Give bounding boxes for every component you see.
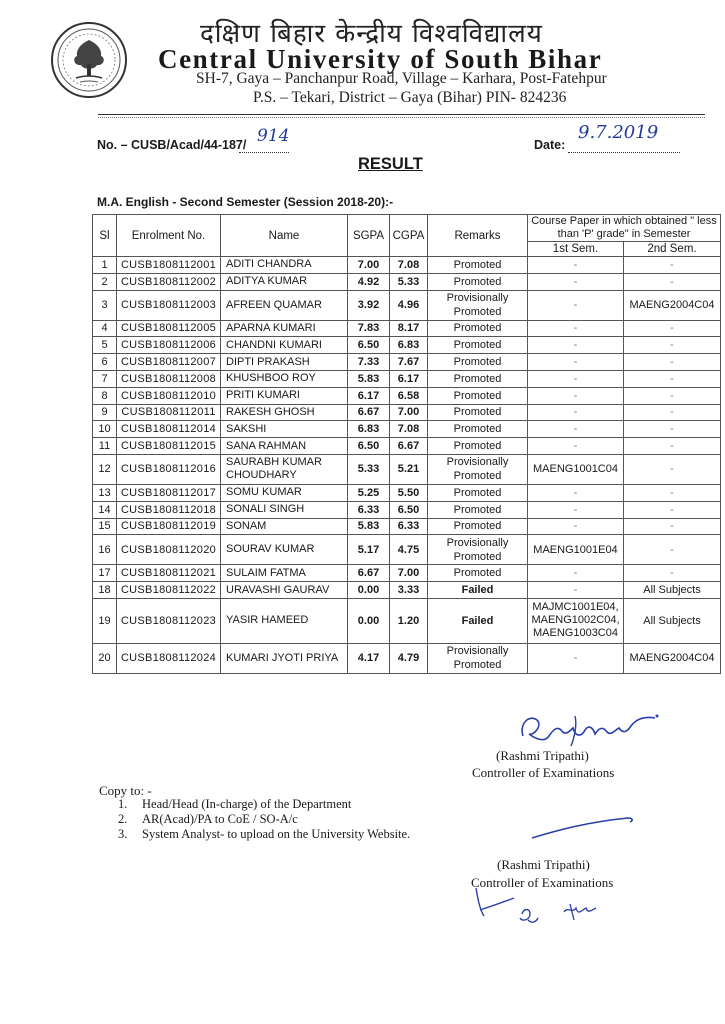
cell-sgpa: 0.00 [348, 598, 390, 643]
cell-enrolment: CUSB1808112023 [117, 598, 221, 643]
header-sem1: 1st Sem. [528, 242, 624, 257]
cell-sem1: MAENG1001C04 [528, 454, 624, 484]
cell-sem2: - [624, 370, 721, 387]
cell-cgpa: 4.79 [390, 643, 428, 673]
table-row [93, 404, 721, 421]
cell-sgpa: 7.83 [348, 320, 390, 337]
copy-to-label: Copy to: - [99, 783, 152, 798]
cell-remarks: Promoted [428, 257, 528, 274]
date-handwritten-value: 9.7.2019 [578, 122, 659, 143]
cell-cgpa: 7.67 [390, 354, 428, 371]
cell-name: SOMU KUMAR [221, 484, 348, 501]
program-heading: M.A. English - Second Semester (Session 2018-20):- [97, 195, 394, 209]
address-line-2: P.S. – Tekari, District – Gaya (Bihar) PIN- 824236 [253, 89, 567, 106]
cell-sem2: - [624, 354, 721, 371]
table-row [93, 354, 721, 371]
cell-sem2: - [624, 535, 721, 565]
cell-sgpa: 7.33 [348, 354, 390, 371]
table-row [93, 337, 721, 354]
table-row [93, 421, 721, 438]
cell-remarks: Promoted [428, 370, 528, 387]
copy-to-item-text: System Analyst- to upload on the University Website. [142, 827, 411, 841]
cell-name: SAURABH KUMAR CHOUDHARY [221, 454, 348, 484]
header-sgpa: SGPA [348, 215, 390, 257]
cell-sem2: - [624, 387, 721, 404]
cell-name: DIPTI PRAKASH [221, 354, 348, 371]
cell-sgpa: 0.00 [348, 582, 390, 599]
signatory-1-title: Controller of Examinations [472, 765, 615, 780]
copy-to-item [118, 827, 410, 842]
signature-rashmi-tripathi [515, 706, 665, 752]
header-remarks: Remarks [428, 215, 528, 257]
cell-enrolment: CUSB1808112015 [117, 438, 221, 455]
cell-enrolment: CUSB1808112014 [117, 421, 221, 438]
cell-sgpa: 6.50 [348, 337, 390, 354]
cell-sem1: - [528, 438, 624, 455]
cell-enrolment: CUSB1808112007 [117, 354, 221, 371]
cell-sem2: - [624, 273, 721, 290]
signature-stroke [528, 812, 638, 842]
cell-cgpa: 7.08 [390, 421, 428, 438]
document-title: RESULT [358, 155, 423, 173]
cell-sl: 10 [93, 421, 117, 438]
cell-sl: 15 [93, 518, 117, 535]
cell-name: YASIR HAMEED [221, 598, 348, 643]
cell-cgpa: 7.00 [390, 565, 428, 582]
cell-enrolment: CUSB1808112005 [117, 320, 221, 337]
cell-sem1: - [528, 370, 624, 387]
cell-sem1: - [528, 354, 624, 371]
cell-sgpa: 5.33 [348, 454, 390, 484]
cell-sem2: - [624, 421, 721, 438]
cell-remarks: Promoted [428, 273, 528, 290]
cell-sem1: - [528, 518, 624, 535]
cell-sl: 13 [93, 484, 117, 501]
cell-name: SONAM [221, 518, 348, 535]
table-row [93, 290, 721, 320]
cell-enrolment: CUSB1808112016 [117, 454, 221, 484]
cell-sl: 14 [93, 501, 117, 518]
cell-remarks: Promoted [428, 337, 528, 354]
cell-remarks: Promoted [428, 404, 528, 421]
cell-name: SAKSHI [221, 421, 348, 438]
cell-name: SULAIM FATMA [221, 565, 348, 582]
cell-sl: 4 [93, 320, 117, 337]
cell-enrolment: CUSB1808112008 [117, 370, 221, 387]
cell-sem1: MAJMC1001E04, MAENG1002C04, MAENG1003C04 [528, 598, 624, 643]
cell-name: ADITYA KUMAR [221, 273, 348, 290]
table-row [93, 387, 721, 404]
date-label: Date: [534, 138, 566, 152]
cell-cgpa: 6.33 [390, 518, 428, 535]
cell-remarks: Provisionally Promoted [428, 643, 528, 673]
cell-name: PRITI KUMARI [221, 387, 348, 404]
cell-enrolment: CUSB1808112001 [117, 257, 221, 274]
cell-cgpa: 1.20 [390, 598, 428, 643]
table-row [93, 320, 721, 337]
cell-enrolment: CUSB1808112011 [117, 404, 221, 421]
cell-name: CHANDNI KUMARI [221, 337, 348, 354]
cell-remarks: Provisionally Promoted [428, 290, 528, 320]
table-row [93, 484, 721, 501]
cell-sem2: All Subjects [624, 582, 721, 599]
cell-sem2: - [624, 320, 721, 337]
cell-sem2: All Subjects [624, 598, 721, 643]
initials-scribble [470, 880, 620, 930]
reference-handwritten-number: 914 [257, 126, 290, 146]
cell-remarks: Failed [428, 598, 528, 643]
cell-cgpa: 4.96 [390, 290, 428, 320]
cell-name: KUMARI JYOTI PRIYA [221, 643, 348, 673]
copy-to-item [118, 812, 410, 827]
reference-label: No. – CUSB/Acad/44-187/ [97, 138, 247, 152]
cell-sem1: - [528, 484, 624, 501]
cell-name: APARNA KUMARI [221, 320, 348, 337]
cell-sem2: - [624, 404, 721, 421]
cell-sgpa: 3.92 [348, 290, 390, 320]
cell-enrolment: CUSB1808112006 [117, 337, 221, 354]
cell-sem2: - [624, 454, 721, 484]
cell-sl: 5 [93, 337, 117, 354]
cell-name: SONALI SINGH [221, 501, 348, 518]
university-hindi-name: दक्षिण बिहार केन्द्रीय विश्वविद्यालय [200, 19, 543, 49]
cell-enrolment: CUSB1808112021 [117, 565, 221, 582]
copy-to-item [118, 797, 410, 812]
cell-remarks: Promoted [428, 438, 528, 455]
cell-cgpa: 6.58 [390, 387, 428, 404]
copy-to-item-text: Head/Head (In-charge) of the Department [142, 797, 352, 811]
cell-enrolment: CUSB1808112017 [117, 484, 221, 501]
cell-sl: 8 [93, 387, 117, 404]
cell-enrolment: CUSB1808112010 [117, 387, 221, 404]
copy-to-item-number: 2. [118, 812, 128, 826]
cell-sgpa: 6.50 [348, 438, 390, 455]
cell-sem1: - [528, 643, 624, 673]
cell-name: ADITI CHANDRA [221, 257, 348, 274]
cell-sgpa: 6.17 [348, 387, 390, 404]
cell-sem1: - [528, 337, 624, 354]
header-divider-dotted [98, 117, 705, 118]
cell-sgpa: 5.83 [348, 370, 390, 387]
cell-name: KHUSHBOO ROY [221, 370, 348, 387]
cell-sl: 2 [93, 273, 117, 290]
copy-to-item-number: 1. [118, 797, 128, 811]
cell-cgpa: 5.21 [390, 454, 428, 484]
university-seal-icon [50, 20, 128, 102]
cell-cgpa: 6.67 [390, 438, 428, 455]
cell-sl: 7 [93, 370, 117, 387]
cell-sem1: - [528, 257, 624, 274]
cell-sl: 19 [93, 598, 117, 643]
cell-sem1: - [528, 404, 624, 421]
cell-cgpa: 5.50 [390, 484, 428, 501]
cell-sl: 16 [93, 535, 117, 565]
cell-sl: 18 [93, 582, 117, 599]
results-table-body [93, 257, 721, 674]
table-row [93, 257, 721, 274]
cell-sem1: - [528, 387, 624, 404]
cell-sem1: - [528, 582, 624, 599]
header-cgpa: CGPA [390, 215, 428, 257]
cell-name: AFREEN QUAMAR [221, 290, 348, 320]
table-row [93, 454, 721, 484]
cell-sgpa: 7.00 [348, 257, 390, 274]
table-row [93, 273, 721, 290]
cell-remarks: Promoted [428, 354, 528, 371]
cell-sem2: MAENG2004C04 [624, 290, 721, 320]
cell-cgpa: 6.50 [390, 501, 428, 518]
cell-sgpa: 4.92 [348, 273, 390, 290]
cell-enrolment: CUSB1808112002 [117, 273, 221, 290]
signatory-2-title: Controller of Examinations [471, 875, 614, 890]
cell-name: URAVASHI GAURAV [221, 582, 348, 599]
signatory-1-name: (Rashmi Tripathi) [496, 748, 589, 763]
cell-sl: 12 [93, 454, 117, 484]
cell-sem2: MAENG2004C04 [624, 643, 721, 673]
cell-cgpa: 7.00 [390, 404, 428, 421]
cell-remarks: Provisionally Promoted [428, 535, 528, 565]
cell-sem2: - [624, 518, 721, 535]
cell-sem1: - [528, 565, 624, 582]
cell-cgpa: 7.08 [390, 257, 428, 274]
copy-to-item-text: AR(Acad)/PA to CoE / SO-A/c [142, 812, 298, 826]
table-row [93, 643, 721, 673]
cell-sl: 17 [93, 565, 117, 582]
copy-to-item-number: 3. [118, 827, 128, 841]
cell-sgpa: 5.17 [348, 535, 390, 565]
header-name: Name [221, 215, 348, 257]
cell-name: SOURAV KUMAR [221, 535, 348, 565]
signatory-2-name: (Rashmi Tripathi) [497, 857, 590, 872]
header-sem2: 2nd Sem. [624, 242, 721, 257]
cell-sl: 6 [93, 354, 117, 371]
cell-enrolment: CUSB1808112022 [117, 582, 221, 599]
header-divider [98, 114, 705, 115]
cell-sem1: - [528, 273, 624, 290]
cell-sem1: - [528, 290, 624, 320]
cell-sgpa: 6.67 [348, 565, 390, 582]
cell-sem1: - [528, 501, 624, 518]
copy-to-list [118, 797, 410, 842]
cell-sem2: - [624, 257, 721, 274]
cell-sem1: - [528, 421, 624, 438]
cell-sem2: - [624, 438, 721, 455]
cell-enrolment: CUSB1808112024 [117, 643, 221, 673]
cell-cgpa: 6.17 [390, 370, 428, 387]
cell-cgpa: 3.33 [390, 582, 428, 599]
cell-cgpa: 4.75 [390, 535, 428, 565]
header-enrolment: Enrolment No. [117, 215, 221, 257]
cell-name: RAKESH GHOSH [221, 404, 348, 421]
results-table [92, 214, 721, 674]
cell-cgpa: 5.33 [390, 273, 428, 290]
cell-remarks: Provisionally Promoted [428, 454, 528, 484]
cell-enrolment: CUSB1808112019 [117, 518, 221, 535]
table-row [93, 598, 721, 643]
cell-enrolment: CUSB1808112003 [117, 290, 221, 320]
cell-remarks: Promoted [428, 387, 528, 404]
cell-enrolment: CUSB1808112018 [117, 501, 221, 518]
cell-remarks: Promoted [428, 421, 528, 438]
table-row [93, 535, 721, 565]
cell-sem2: - [624, 337, 721, 354]
address-line-1: SH-7, Gaya – Panchanpur Road, Village – Karhara, Post-Fatehpur [196, 70, 607, 87]
cell-sl: 9 [93, 404, 117, 421]
table-row [93, 518, 721, 535]
cell-sem1: - [528, 320, 624, 337]
cell-sgpa: 5.25 [348, 484, 390, 501]
table-row [93, 565, 721, 582]
table-row [93, 582, 721, 599]
cell-remarks: Promoted [428, 484, 528, 501]
cell-sgpa: 5.83 [348, 518, 390, 535]
cell-remarks: Promoted [428, 565, 528, 582]
cell-remarks: Failed [428, 582, 528, 599]
header-course-paper: Course Paper in which obtained " less than 'P' grade" in Semester [528, 215, 721, 242]
header-sl: Sl [93, 215, 117, 257]
cell-cgpa: 6.83 [390, 337, 428, 354]
cell-sgpa: 4.17 [348, 643, 390, 673]
cell-sem2: - [624, 501, 721, 518]
university-name: Central University of South Bihar [158, 44, 603, 74]
cell-remarks: Promoted [428, 501, 528, 518]
cell-sgpa: 6.33 [348, 501, 390, 518]
cell-sem2: - [624, 565, 721, 582]
cell-sem1: MAENG1001E04 [528, 535, 624, 565]
table-row [93, 370, 721, 387]
table-row [93, 438, 721, 455]
cell-sl: 1 [93, 257, 117, 274]
cell-sl: 3 [93, 290, 117, 320]
cell-name: SANA RAHMAN [221, 438, 348, 455]
cell-remarks: Promoted [428, 518, 528, 535]
cell-sgpa: 6.83 [348, 421, 390, 438]
cell-cgpa: 8.17 [390, 320, 428, 337]
cell-sgpa: 6.67 [348, 404, 390, 421]
cell-enrolment: CUSB1808112020 [117, 535, 221, 565]
table-row [93, 501, 721, 518]
cell-sem2: - [624, 484, 721, 501]
cell-remarks: Promoted [428, 320, 528, 337]
cell-sl: 11 [93, 438, 117, 455]
cell-sl: 20 [93, 643, 117, 673]
